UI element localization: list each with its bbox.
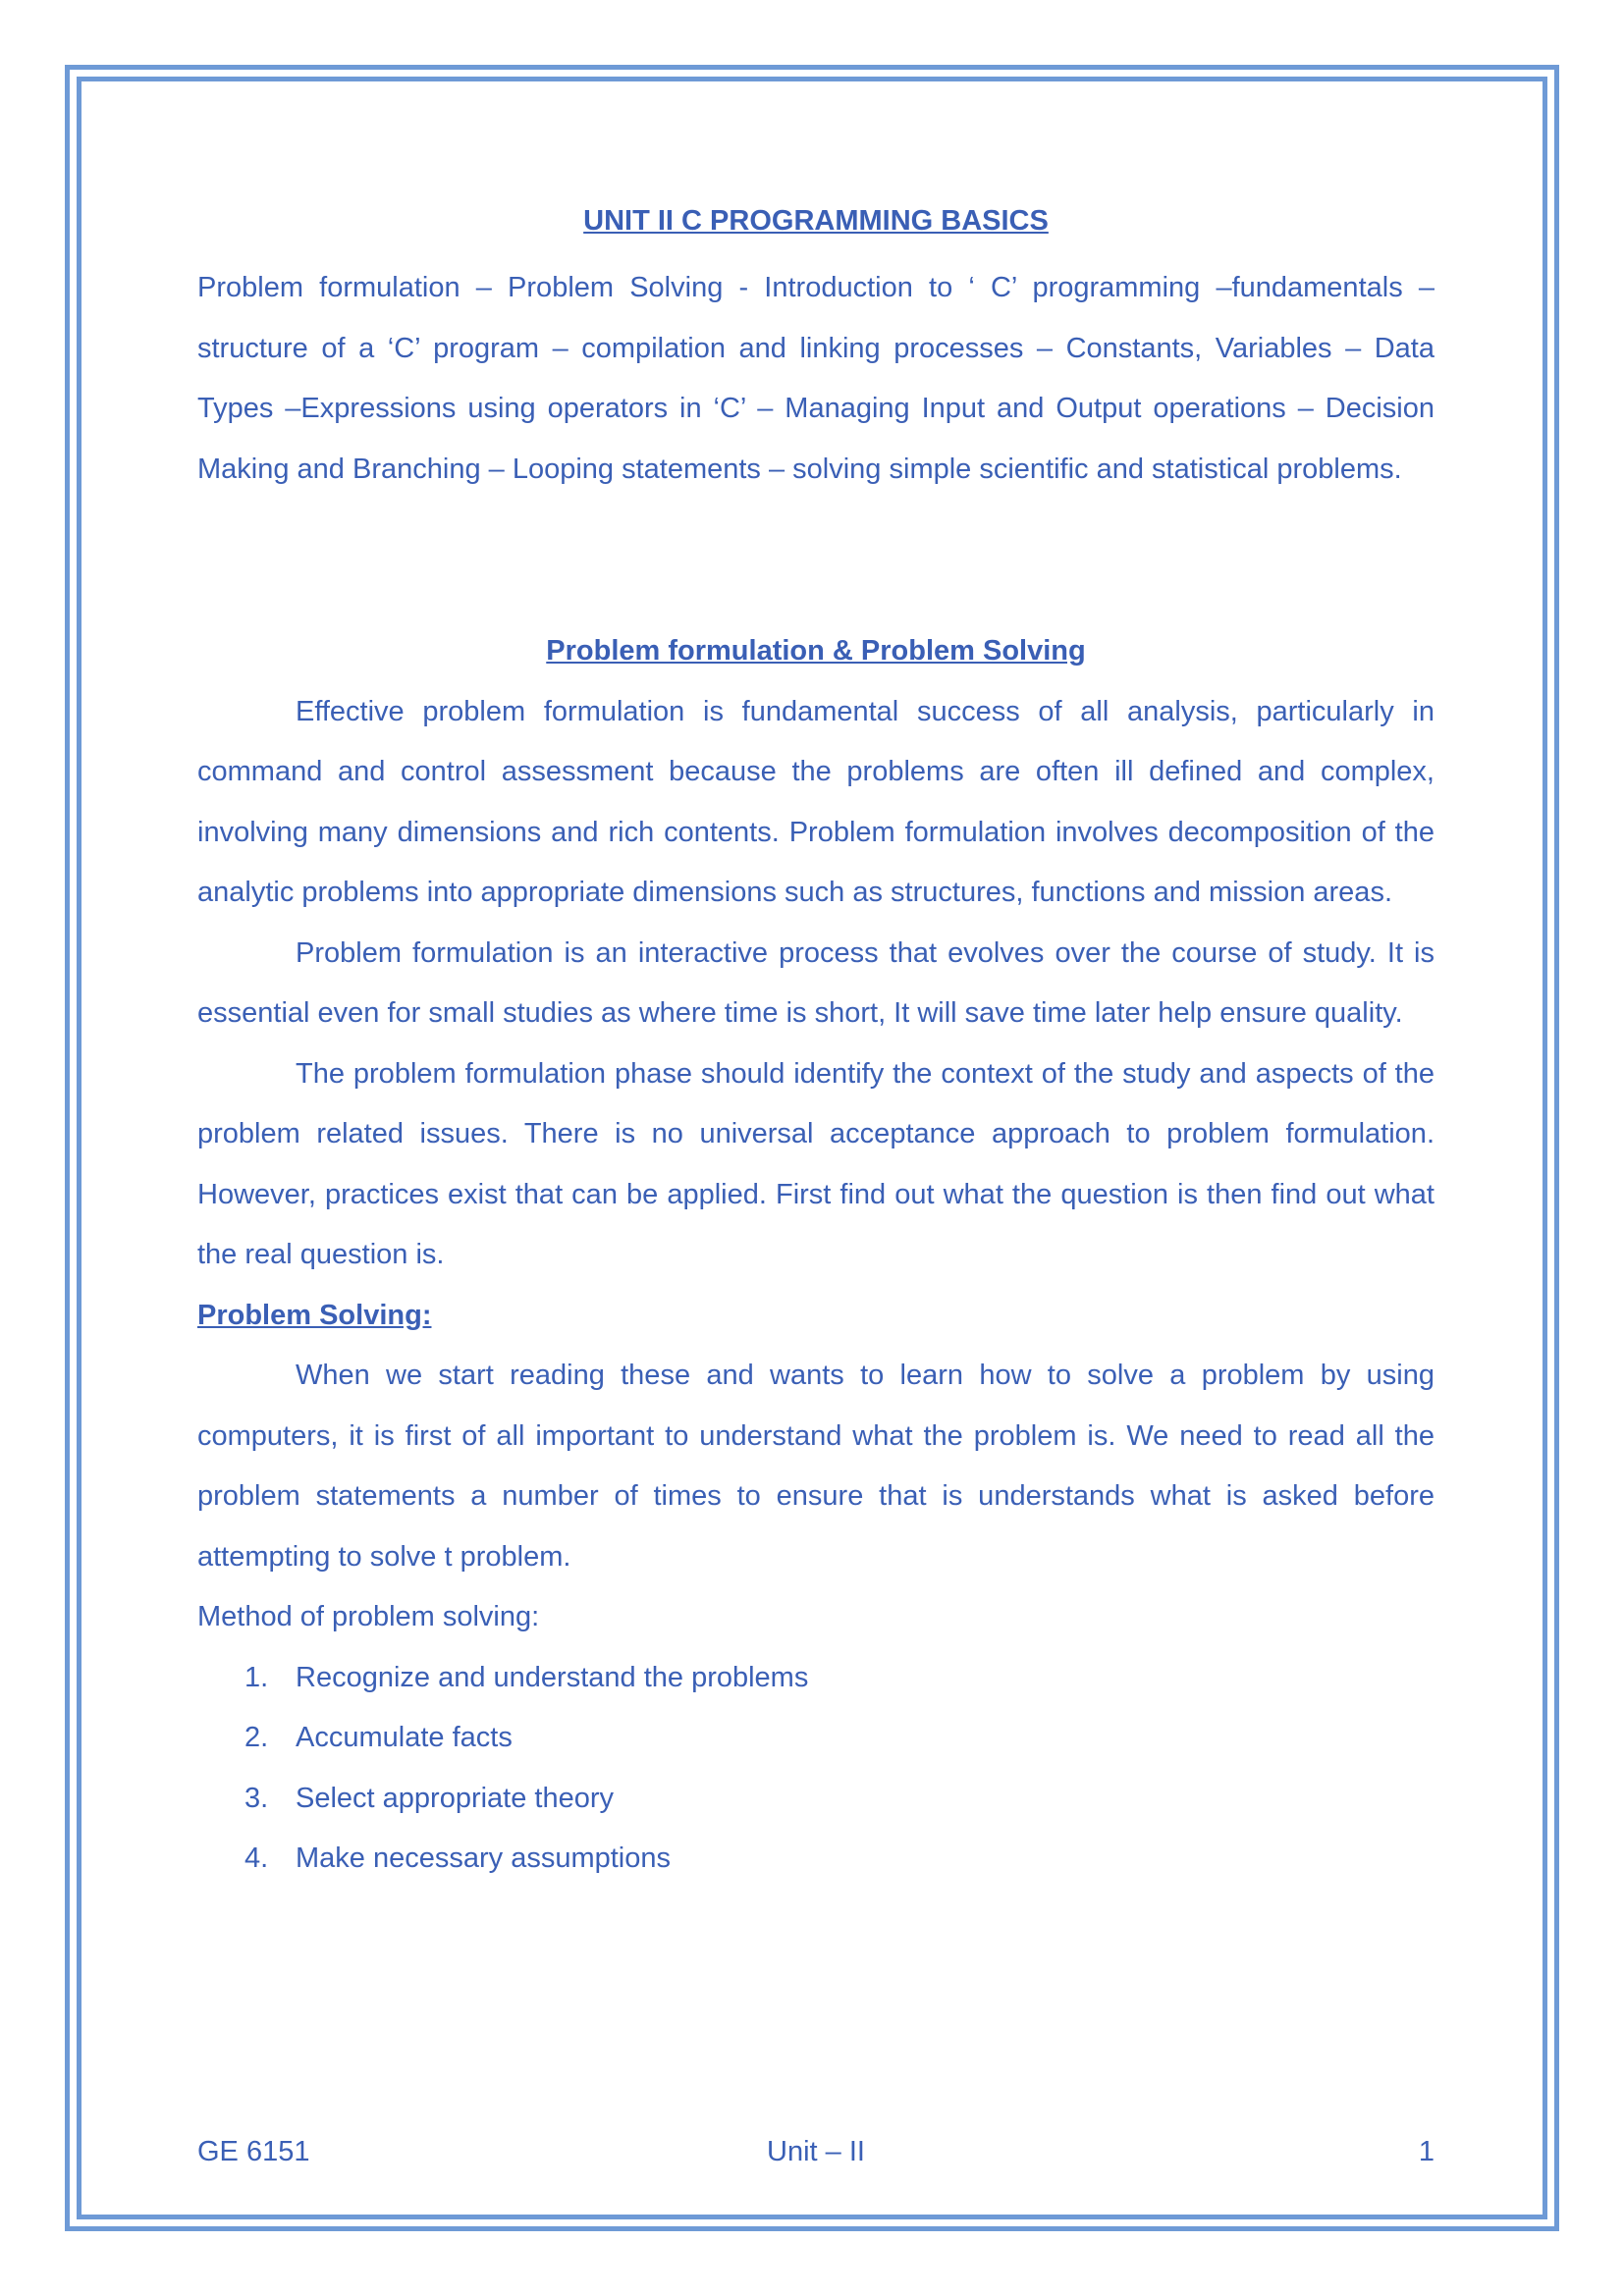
footer-course-code: GE 6151 xyxy=(197,2136,310,2167)
list-item-text: Make necessary assumptions xyxy=(296,1842,671,1874)
section-title: Problem formulation & Problem Solving xyxy=(546,635,1086,667)
list-item xyxy=(197,1708,1435,1769)
list-item xyxy=(197,1648,1435,1709)
problem-solving-heading: Problem Solving: xyxy=(197,1299,432,1331)
list-item-number: 3. xyxy=(244,1782,269,1814)
paragraph-2: Problem formulation is an interactive process that evolves over the course of study. It is essential even for small studies as where time is short, It will save time later help ensure quality. xyxy=(197,936,1435,1029)
list-item-text: Accumulate facts xyxy=(296,1722,513,1753)
document-body xyxy=(197,191,1435,1890)
method-label: Method of problem solving: xyxy=(197,1601,540,1632)
list-item-text: Recognize and understand the problems xyxy=(296,1661,809,1693)
list-item-number: 4. xyxy=(244,1842,269,1874)
list-item xyxy=(197,1829,1435,1890)
list-item-number: 2. xyxy=(244,1722,269,1753)
problem-solving-paragraph: When we start reading these and wants to learn how to solve a problem by using computers, it is first of all important to understand what the problem is. We need to read all the problem statements a number of times to ensure that is understands what is asked before attempting to solve t problem. xyxy=(197,1360,1435,1573)
list-item-number: 1. xyxy=(244,1661,269,1693)
syllabus-paragraph: Problem formulation – Problem Solving - Introduction to ‘ C’ programming –fundamentals – structure of a ‘C’ program – compilation and linking processes – Constants, Variables – Data Types –Expressions using operators in ‘C’ – Managing Input and Output operations – Decision Making and Branching – Looping statements – solving simple scientific and statistical problems. xyxy=(197,272,1435,485)
method-steps-list xyxy=(197,1648,1435,1890)
list-item xyxy=(197,1769,1435,1830)
footer-unit: Unit – II xyxy=(767,2136,865,2167)
page-footer xyxy=(197,2130,1435,2173)
unit-title: UNIT II C PROGRAMMING BASICS xyxy=(583,205,1049,237)
list-item-text: Select appropriate theory xyxy=(296,1782,615,1814)
paragraph-3: The problem formulation phase should identify the context of the study and aspects of the problem related issues. There is no universal acceptance approach to problem formulation. However, practices exist that can be applied. First find out what the question is then find out what the real question is. xyxy=(197,1057,1435,1270)
paragraph-1: Effective problem formulation is fundamental success of all analysis, particularly in command and control assessment because the problems are often ill defined and complex, involving many dimensions and rich contents. Problem formulation involves decomposition of the analytic problems into appropriate dimensions such as structures, functions and mission areas. xyxy=(197,695,1435,908)
footer-page-number: 1 xyxy=(1418,2136,1435,2167)
